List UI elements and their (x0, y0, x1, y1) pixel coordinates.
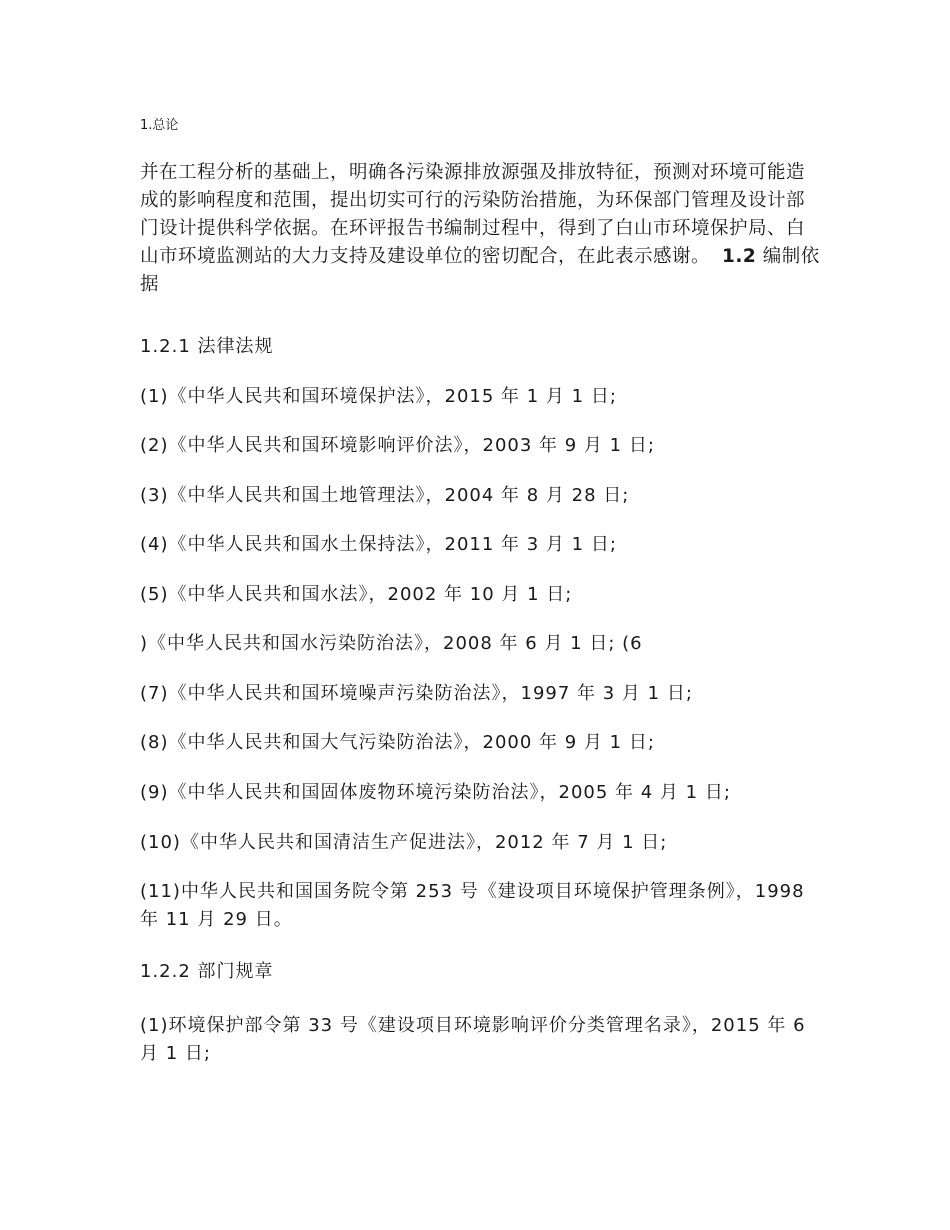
law-item: (11)中华人民共和国国务院令第 253 号《建设项目环境保护管理条例》，1998 年 11 月 29 日。 (140, 881, 805, 930)
regulation-item: (1)环境保护部令第 33 号《建设项目环境影响评价分类管理名录》，2015 年 6 月 1 日; (140, 1015, 806, 1064)
law-item: )《中华人民共和国水污染防治法》，2008 年 6 月 1 日; (6 (140, 633, 643, 654)
law-item: (4)《中华人民共和国水土保持法》，2011 年 3 月 1 日; (140, 534, 617, 555)
section-title: 编制依据 (140, 246, 820, 295)
intro-paragraph (140, 159, 820, 299)
law-item: (5)《中华人民共和国水法》，2002 年 10 月 1 日; (140, 584, 573, 605)
law-item: (3)《中华人民共和国土地管理法》，2004 年 8 月 28 日; (140, 485, 630, 506)
law-item: (7)《中华人民共和国环境噪声污染防治法》，1997 年 3 月 1 日; (140, 683, 693, 704)
law-item: (10)《中华人民共和国清洁生产促进法》，2012 年 7 月 1 日; (140, 832, 668, 853)
intro-text: 并在工程分析的基础上，明确各污染源排放源强及排放特征，预测对环境可能造成的影响程度和范围，提出切实可行的污染防治措施，为环保部门管理及设计部门设计提供科学依据。在环评报告书编制过程中，得到了白山市环境保护局、白山市环境监测站的大力支持及建设单位的密切配合，在此表示感谢。 (140, 162, 806, 267)
law-item: (1)《中华人民共和国环境保护法》，2015 年 1 月 1 日; (140, 386, 617, 407)
section-number: 1.2 (722, 246, 757, 267)
subsection-heading-regulations: 1.2.2 部门规章 (140, 961, 274, 982)
running-header: 1.总论 (140, 118, 179, 133)
law-item: (9)《中华人民共和国固体废物环境污染防治法》，2005 年 4 月 1 日; (140, 782, 731, 803)
subsection-heading-laws: 1.2.1 法律法规 (140, 336, 274, 357)
law-item: (2)《中华人民共和国环境影响评价法》，2003 年 9 月 1 日; (140, 435, 655, 456)
law-item: (8)《中华人民共和国大气污染防治法》，2000 年 9 月 1 日; (140, 732, 655, 753)
